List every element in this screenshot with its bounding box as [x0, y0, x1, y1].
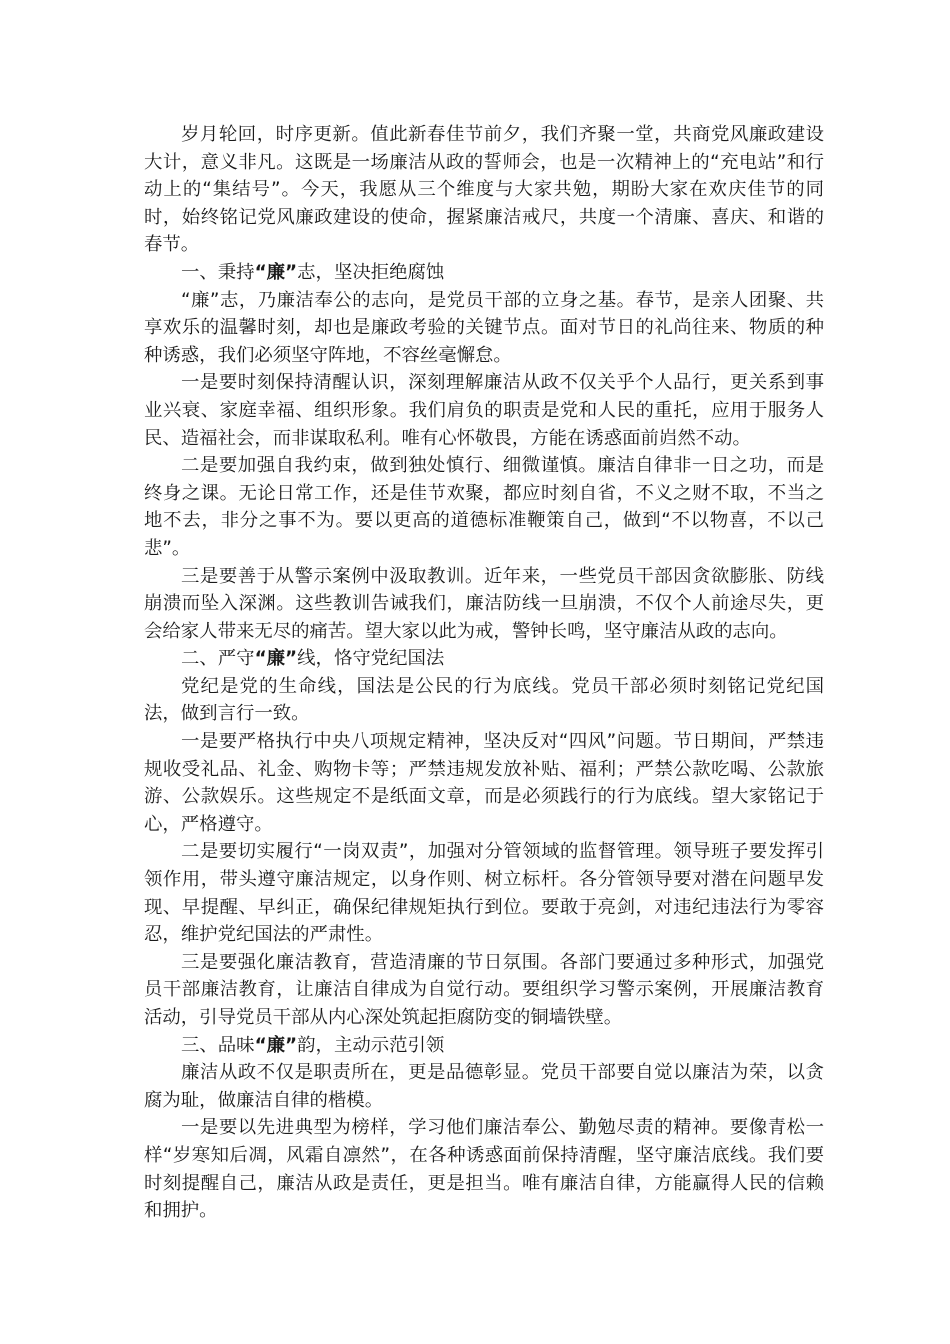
heading-prefix: 三、品味: [181, 1034, 255, 1056]
section-heading-1: [144, 259, 824, 287]
paragraph: 三是要强化廉洁教育，营造清廉的节日氛围。各部门要通过多种形式，加强党员干部廉洁教育，让廉洁自律成为自觉行动。要组织学习警示案例，开展廉洁教育活动，引导党员干部从内心深处筑起拒腐防变的铜墙铁壁。: [144, 951, 824, 1028]
paragraph: 一是要时刻保持清醒认识，深刻理解廉洁从政不仅关乎个人品行，更关系到事业兴衰、家庭幸福、组织形象。我们肩负的职责是党和人民的重托，应用于服务人民、造福社会，而非谋取私利。唯有心怀敬畏，方能在诱惑面前岿然不动。: [144, 372, 824, 449]
paragraph-intro: 岁月轮回，时序更新。值此新春佳节前夕，我们齐聚一堂，共商党风廉政建设大计，意义非凡。这既是一场廉洁从政的誓师会，也是一次精神上的“充电站”和行动上的“集结号”。今天，我愿从三个维度与大家共勉，期盼大家在欢庆佳节的同时，始终铭记党风廉政建设的使命，握紧廉洁戒尺，共度一个清廉、喜庆、和谐的春节。: [144, 124, 824, 256]
heading-suffix: 韵，主动示范引领: [297, 1034, 445, 1056]
heading-keyword: “廉”: [254, 648, 298, 670]
paragraph: 二是要切实履行“一岗双责”，加强对分管领域的监督管理。领导班子要发挥引领作用，带头遵守廉洁规定，以身作则、树立标杆。各分管领导要对潜在问题早发现、早提醒、早纠正，确保纪律规矩执行到位。要敢于亮剑，对违纪违法行为零容忍，维护党纪国法的严肃性。: [144, 841, 824, 946]
document-body: [144, 121, 824, 1225]
heading-prefix: 一、秉持: [181, 261, 255, 283]
paragraph: 三是要善于从警示案例中汲取教训。近年来，一些党员干部因贪欲膨胀、防线崩溃而坠入深渊。这些教训告诫我们，廉洁防线一旦崩溃，不仅个人前途尽失，更会给家人带来无尽的痛苦。望大家以此为戒，警钟长鸣，坚守廉洁从政的志向。: [144, 565, 824, 642]
heading-keyword: “廉”: [254, 261, 298, 283]
paragraph: 廉洁从政不仅是职责所在，更是品德彰显。党员干部要自觉以廉洁为荣，以贪腐为耻，做廉洁自律的楷模。: [144, 1062, 824, 1111]
paragraph: 一是要严格执行中央八项规定精神，坚决反对“四风”问题。节日期间，严禁违规收受礼品、礼金、购物卡等；严禁违规发放补贴、福利；严禁公款吃喝、公款旅游、公款娱乐。这些规定不是纸面文章，而是必须践行的行为底线。望大家铭记于心，严格遵守。: [144, 731, 824, 835]
paragraph: 一是要以先进典型为榜样，学习他们廉洁奉公、勤勉尽责的精神。要像青松一样“岁寒知后凋，风霜自凛然”，在各种诱惑面前保持清醒，坚守廉洁底线。我们要时刻提醒自己，廉洁从政是责任，更是担当。唯有廉洁自律，方能赢得人民的信赖和拥护。: [144, 1117, 824, 1222]
heading-prefix: 二、严守: [181, 648, 255, 670]
paragraph: “廉”志，乃廉洁奉公的志向，是党员干部的立身之基。春节，是亲人团聚、共享欢乐的温馨时刻，却也是廉政考验的关键节点。面对节日的礼尚往来、物质的种种诱惑，我们必须坚守阵地，不容丝毫懈怠。: [144, 289, 824, 366]
heading-suffix: 线，恪守党纪国法: [297, 648, 445, 670]
paragraph: 党纪是党的生命线，国法是公民的行为底线。党员干部必须时刻铭记党纪国法，做到言行一致。: [144, 675, 824, 725]
section-heading-3: [144, 1032, 824, 1060]
heading-keyword: “廉”: [254, 1034, 298, 1056]
heading-suffix: 志，坚决拒绝腐蚀: [297, 261, 445, 283]
section-heading-2: [144, 645, 824, 673]
paragraph: 二是要加强自我约束，做到独处慎行、细微谨慎。廉洁自律非一日之功，而是终身之课。无论日常工作，还是佳节欢聚，都应时刻自省，不义之财不取，不当之地不去，非分之事不为。要以更高的道德标准鞭策自己，做到“不以物喜，不以己悲”。: [144, 455, 824, 559]
